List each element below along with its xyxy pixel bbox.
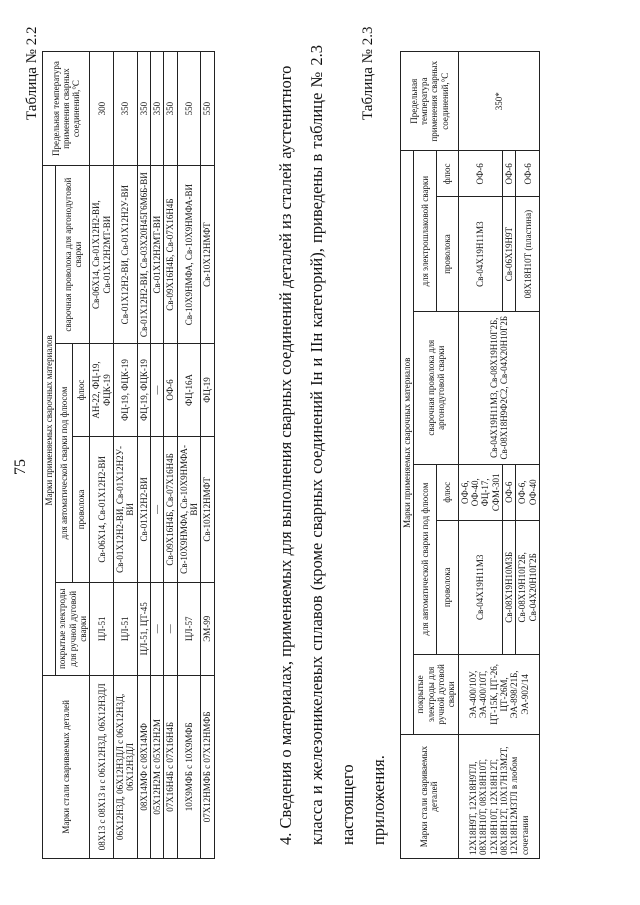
header-es-flux: флюс	[436, 151, 458, 197]
steel-cell: 07Х16Н4Б с 07Х16Н4Б	[164, 675, 177, 858]
temp-cell: 550	[201, 52, 214, 166]
table-row	[177, 52, 201, 859]
header-auto: для автоматической сварки под флюсом	[414, 464, 436, 654]
es-flux-cell: ОФ-6	[516, 151, 540, 197]
wire-cell: —	[151, 436, 164, 582]
steel-cell: 10Х9МФБ с 10Х9МФБ	[177, 675, 201, 858]
header-wire: проволока	[73, 436, 90, 582]
table-row	[458, 52, 502, 859]
electrode-cell: ЦЛ-51	[90, 582, 114, 675]
header-steel: Марки стали свариваемых деталей	[43, 675, 90, 858]
wire-cell: Св-06Х14, Св-01Х12Н2-ВИ	[90, 436, 114, 582]
steel-cell: 08Х14МФ с 08Х14МФ	[137, 675, 150, 858]
temp-cell: 350	[164, 52, 177, 166]
wire-cell: Св-08Х19Н10М3Б	[503, 520, 516, 654]
argon-cell: Св-06Х14, Св-01Х12Н2-ВИ, Св-01Х12Н2МТ-ВИ	[90, 166, 114, 344]
temp-cell: 350	[114, 52, 138, 166]
es-wire-cell: Св-04Х19Н11М3	[458, 197, 502, 312]
table-row	[90, 52, 114, 859]
paragraph-line: приложения.	[369, 755, 388, 845]
flux-cell: АН-22, ФЦ-19, ФЦК-19	[90, 344, 114, 437]
wire-cell: Св-01Х12Н2-ВИ, Св-01Х12Н2У-ВИ	[114, 436, 138, 582]
header-wire: проволока	[436, 520, 458, 654]
header-argon: сварочная проволока для аргонодуговой сварки	[414, 311, 458, 464]
header-steel: Марки стали свариваемых деталей	[401, 735, 459, 859]
flux-cell: ОФ-6	[503, 464, 516, 520]
page-number: 75	[12, 459, 29, 475]
argon-cell: Св-09Х16Н4Б, Св-07Х16Н4Б	[164, 166, 177, 344]
temp-cell: 350	[151, 52, 164, 166]
header-flux: флюс	[73, 344, 90, 437]
es-wire-cell: Св-06Х19Н9Т	[503, 197, 516, 312]
table-2-3-caption: Таблица № 2.3	[360, 26, 376, 120]
steel-cell: 08Х13 с 08Х13 и с 06Х12Н3Д, 06Х12Н3ДЛ	[90, 675, 114, 858]
header-electrodes: покрытые электроды для ручной дуговой сварки	[56, 582, 90, 675]
electrode-cell: ЦЛ-57	[177, 582, 201, 675]
flux-cell: ОФ-6, ОФ-40, ФЦ-17, СФМ-301	[458, 464, 502, 520]
steel-cell: 12Х18Н9Т, 12Х18Н9ТЛ, 08Х18Н10Т, 08Х18Н10Т, 12Х18Н10Т, 12Х18Н12Т, 08Х18Н12Т, 10Х17Н13М2Т, 12Х18Н12М3ТЛ в любом сочетании	[458, 735, 539, 859]
body-paragraph	[270, 45, 394, 845]
temp-cell: 300	[90, 52, 114, 166]
temp-cell: 350	[137, 52, 150, 166]
header-argon: сварочная проволока для аргонодуговой сварки	[56, 166, 90, 344]
wire-cell: Св-01Х12Н2-ВИ	[137, 436, 150, 582]
header-auto: для автоматической сварки под флюсом	[56, 344, 73, 583]
electrode-cell: ЭМ-99	[201, 582, 214, 675]
temp-cell: 350*	[458, 52, 539, 151]
paragraph-line: класса и железоникелевых сплавов (кроме сварных соединений Iн и IIн категорий), приведены в таблице № 2.3 настоящего	[307, 45, 357, 845]
flux-cell: ФЦ-19	[201, 344, 214, 437]
electrode-cell: —	[164, 582, 177, 675]
electrode-cell: ЦЛ-51	[114, 582, 138, 675]
table-row	[114, 52, 138, 859]
table-row	[137, 52, 150, 859]
argon-cell: Св-01Х12Н2МТ-ВИ	[151, 166, 164, 344]
header-temp: Предельная температура применения сварных соединений,°С	[401, 52, 459, 151]
wire-cell: Св-10Х9НМФА, Св-10Х9НМФА-ВИ	[177, 436, 201, 582]
es-flux-cell: ОФ-6	[458, 151, 502, 197]
argon-cell: Св-10Х12НМФТ	[201, 166, 214, 344]
header-electroslag: для электрошлаковой сварки	[414, 151, 436, 311]
temp-cell: 550	[177, 52, 201, 166]
header-materials: Марки применяемых сварочных материалов	[43, 166, 56, 676]
header-electrodes: покрытые электроды для ручной дуговой сварки	[414, 654, 458, 734]
es-flux-cell: ОФ-6	[503, 151, 516, 197]
header-es-wire: проволока	[436, 197, 458, 312]
wire-cell: Св-10Х12НМФТ	[201, 436, 214, 582]
electrode-cell: ЦЛ-51, ЦТ-45	[137, 582, 150, 675]
flux-cell: ОФ-6, ОФ-40	[516, 464, 540, 520]
electrode-cell: —	[151, 582, 164, 675]
header-flux: флюс	[436, 464, 458, 520]
es-wire-cell: 08Х18Н10Т (пластина)	[516, 197, 540, 312]
header-temp: Предельная температура применения сварных соединений,°С	[43, 52, 90, 166]
table-row	[201, 52, 214, 859]
paragraph-line: 4. Сведения о материалах, применяемых для выполнения сварных соединений деталей из сталей аустенитного	[276, 65, 295, 845]
header-materials: Марки применяемых сварочных материалов	[401, 151, 414, 735]
table-2-3	[400, 51, 540, 859]
flux-cell: ФЦ-16А	[177, 344, 201, 437]
flux-cell: ФЦ-19, ФЦК-19	[137, 344, 150, 437]
steel-cell: 05Х12Н2М с 05Х12Н2М	[151, 675, 164, 858]
flux-cell: ОФ-6	[164, 344, 177, 437]
flux-cell: ФЦ-19, ФЦК-19	[114, 344, 138, 437]
table-2-2	[42, 51, 215, 859]
table-2-2-caption: Таблица № 2.2	[24, 26, 40, 120]
flux-cell: —	[151, 344, 164, 437]
wire-cell: Св-04Х19Н11М3	[458, 520, 502, 654]
steel-cell: 07Х12НМФБ с 07Х12НМФБ	[201, 675, 214, 858]
wire-cell: Св-08Х19Н10Г2Б, Св-04Х20Н10Г2Б	[516, 520, 540, 654]
argon-cell: Св-04Х19Н11М3, Св-08Х19Н10Г2Б, Св-08Х18Н9Ф2С2, Св-04Х20Н10Г2Б	[458, 311, 539, 464]
argon-cell: Св-01Х12Н2-ВИ, Св-01Х12Н2У-ВИ	[114, 166, 138, 344]
wire-cell: Св-09Х16Н4Б, Св-07Х16Н4Б	[164, 436, 177, 582]
argon-cell: Св-01Х12Н2-ВИ, Св-03Х20Н45Г6М6Б-ВИ	[137, 166, 150, 344]
table-row	[151, 52, 164, 859]
table-row	[164, 52, 177, 859]
argon-cell: Св-10Х9НМФА, Св-10Х9НМФА-ВИ	[177, 166, 201, 344]
steel-cell: 06Х12Н3Д, 06Х12Н3ДЛ с 06Х12Н3Д, 06Х12Н3ДЛ	[114, 675, 138, 858]
electrode-cell: ЭА-400/10У, ЭА-400/10Т, ЦТ-15К, ЦТ-26, ЦТ-26М, ЭА-898/21Б, ЭА-902/14	[458, 654, 539, 734]
